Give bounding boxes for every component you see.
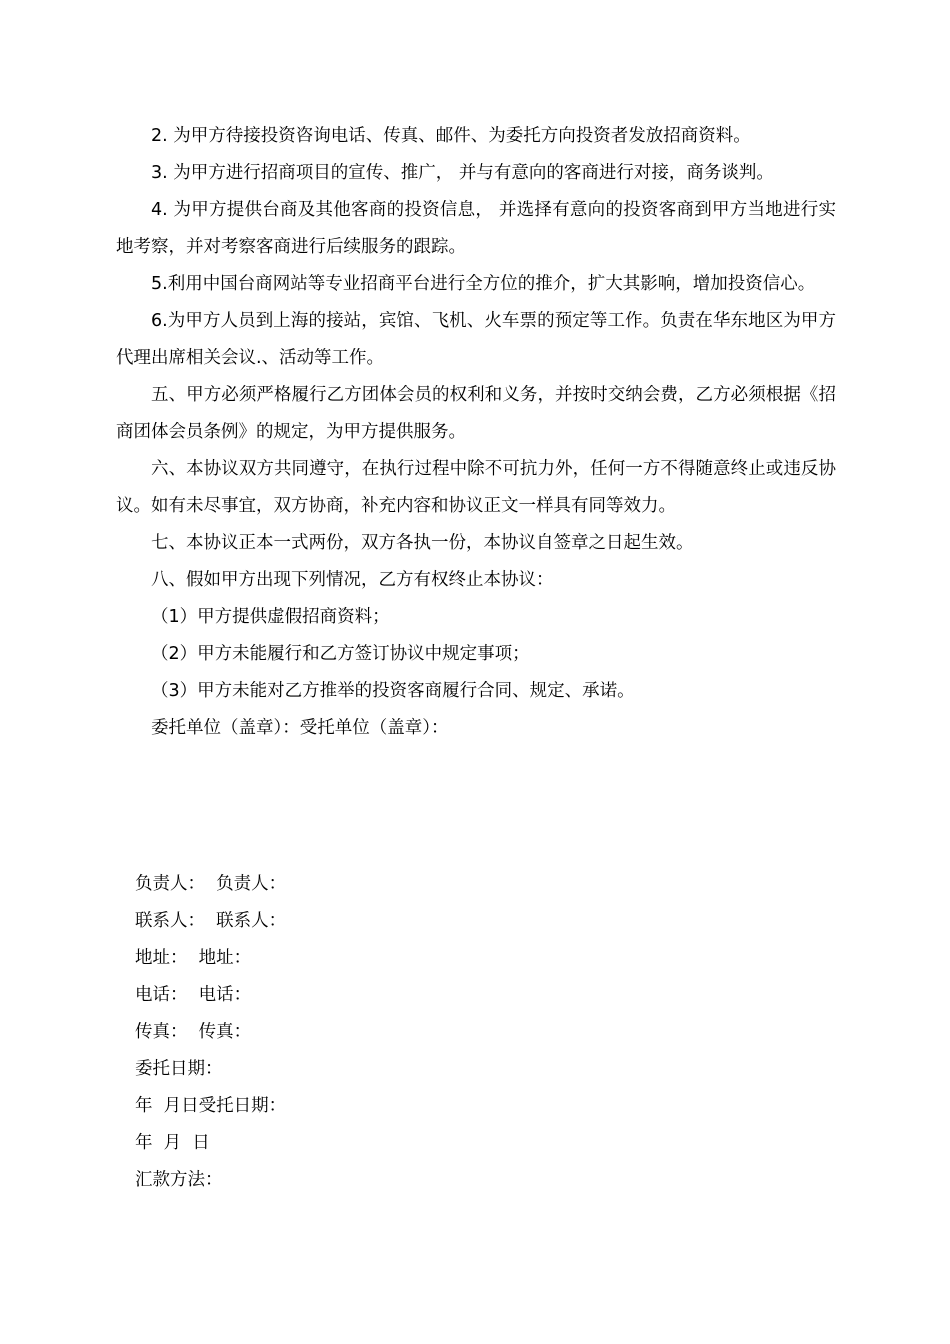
article-5: 五、甲方必须严格履行乙方团体会员的权利和义务，并按时交纳会费，乙方必须根据《招商团体会员条例》的规定，为甲方提供服务。 <box>116 385 836 442</box>
termination-item-2: （2）甲方未能履行和乙方签订协议中规定事项； <box>151 644 530 664</box>
article-7: 七、本协议正本一式两份，双方各执一份，本协议自签章之日起生效。 <box>151 533 694 553</box>
phone-line: 电话： 电话： <box>135 985 252 1005</box>
entrust-date-line: 委托日期： <box>135 1059 223 1079</box>
date-line: 年 月 日 <box>135 1133 210 1153</box>
address-line: 地址： 地址： <box>135 948 252 968</box>
remittance-method-line: 汇款方法： <box>135 1170 223 1190</box>
contact-person-line: 联系人： 联系人： <box>135 911 287 931</box>
fax-line: 传真： 传真： <box>135 1022 252 1042</box>
clause-2: 2. 为甲方待接投资咨询电话、传真、邮件、为委托方向投资者发放招商资料。 <box>151 126 751 146</box>
responsible-person-line: 负责人： 负责人： <box>135 874 287 894</box>
clause-5: 5.利用中国台商网站等专业招商平台进行全方位的推介，扩大其影响，增加投资信心。 <box>151 274 816 294</box>
clause-6: 6.为甲方人员到上海的接站，宾馆、飞机、火车票的预定等工作。负责在华东地区为甲方代理出席相关会议.、活动等工作。 <box>116 311 836 368</box>
termination-item-3: （3）甲方未能对乙方推举的投资客商履行合同、规定、承诺。 <box>151 681 635 701</box>
seal-line: 委托单位（盖章）：受托单位（盖章）： <box>151 718 449 738</box>
article-6: 六、本协议双方共同遵守，在执行过程中除不可抗力外，任何一方不得随意终止或违反协议。如有未尽事宜，双方协商，补充内容和协议正文一样具有同等效力。 <box>116 459 836 516</box>
agreement-body <box>116 118 836 747</box>
trustee-date-line: 年 月日受托日期： <box>135 1096 287 1116</box>
signature-block <box>135 866 735 1199</box>
termination-item-1: （1）甲方提供虚假招商资料； <box>151 607 390 627</box>
article-8: 八、假如甲方出现下列情况，乙方有权终止本协议： <box>151 570 554 590</box>
clause-3: 3. 为甲方进行招商项目的宣传、推广， 并与有意向的客商进行对接，商务谈判。 <box>151 163 774 183</box>
clause-4: 4. 为甲方提供台商及其他客商的投资信息， 并选择有意向的投资客商到甲方当地进行实地考察，并对考察客商进行后续服务的跟踪。 <box>116 200 836 257</box>
